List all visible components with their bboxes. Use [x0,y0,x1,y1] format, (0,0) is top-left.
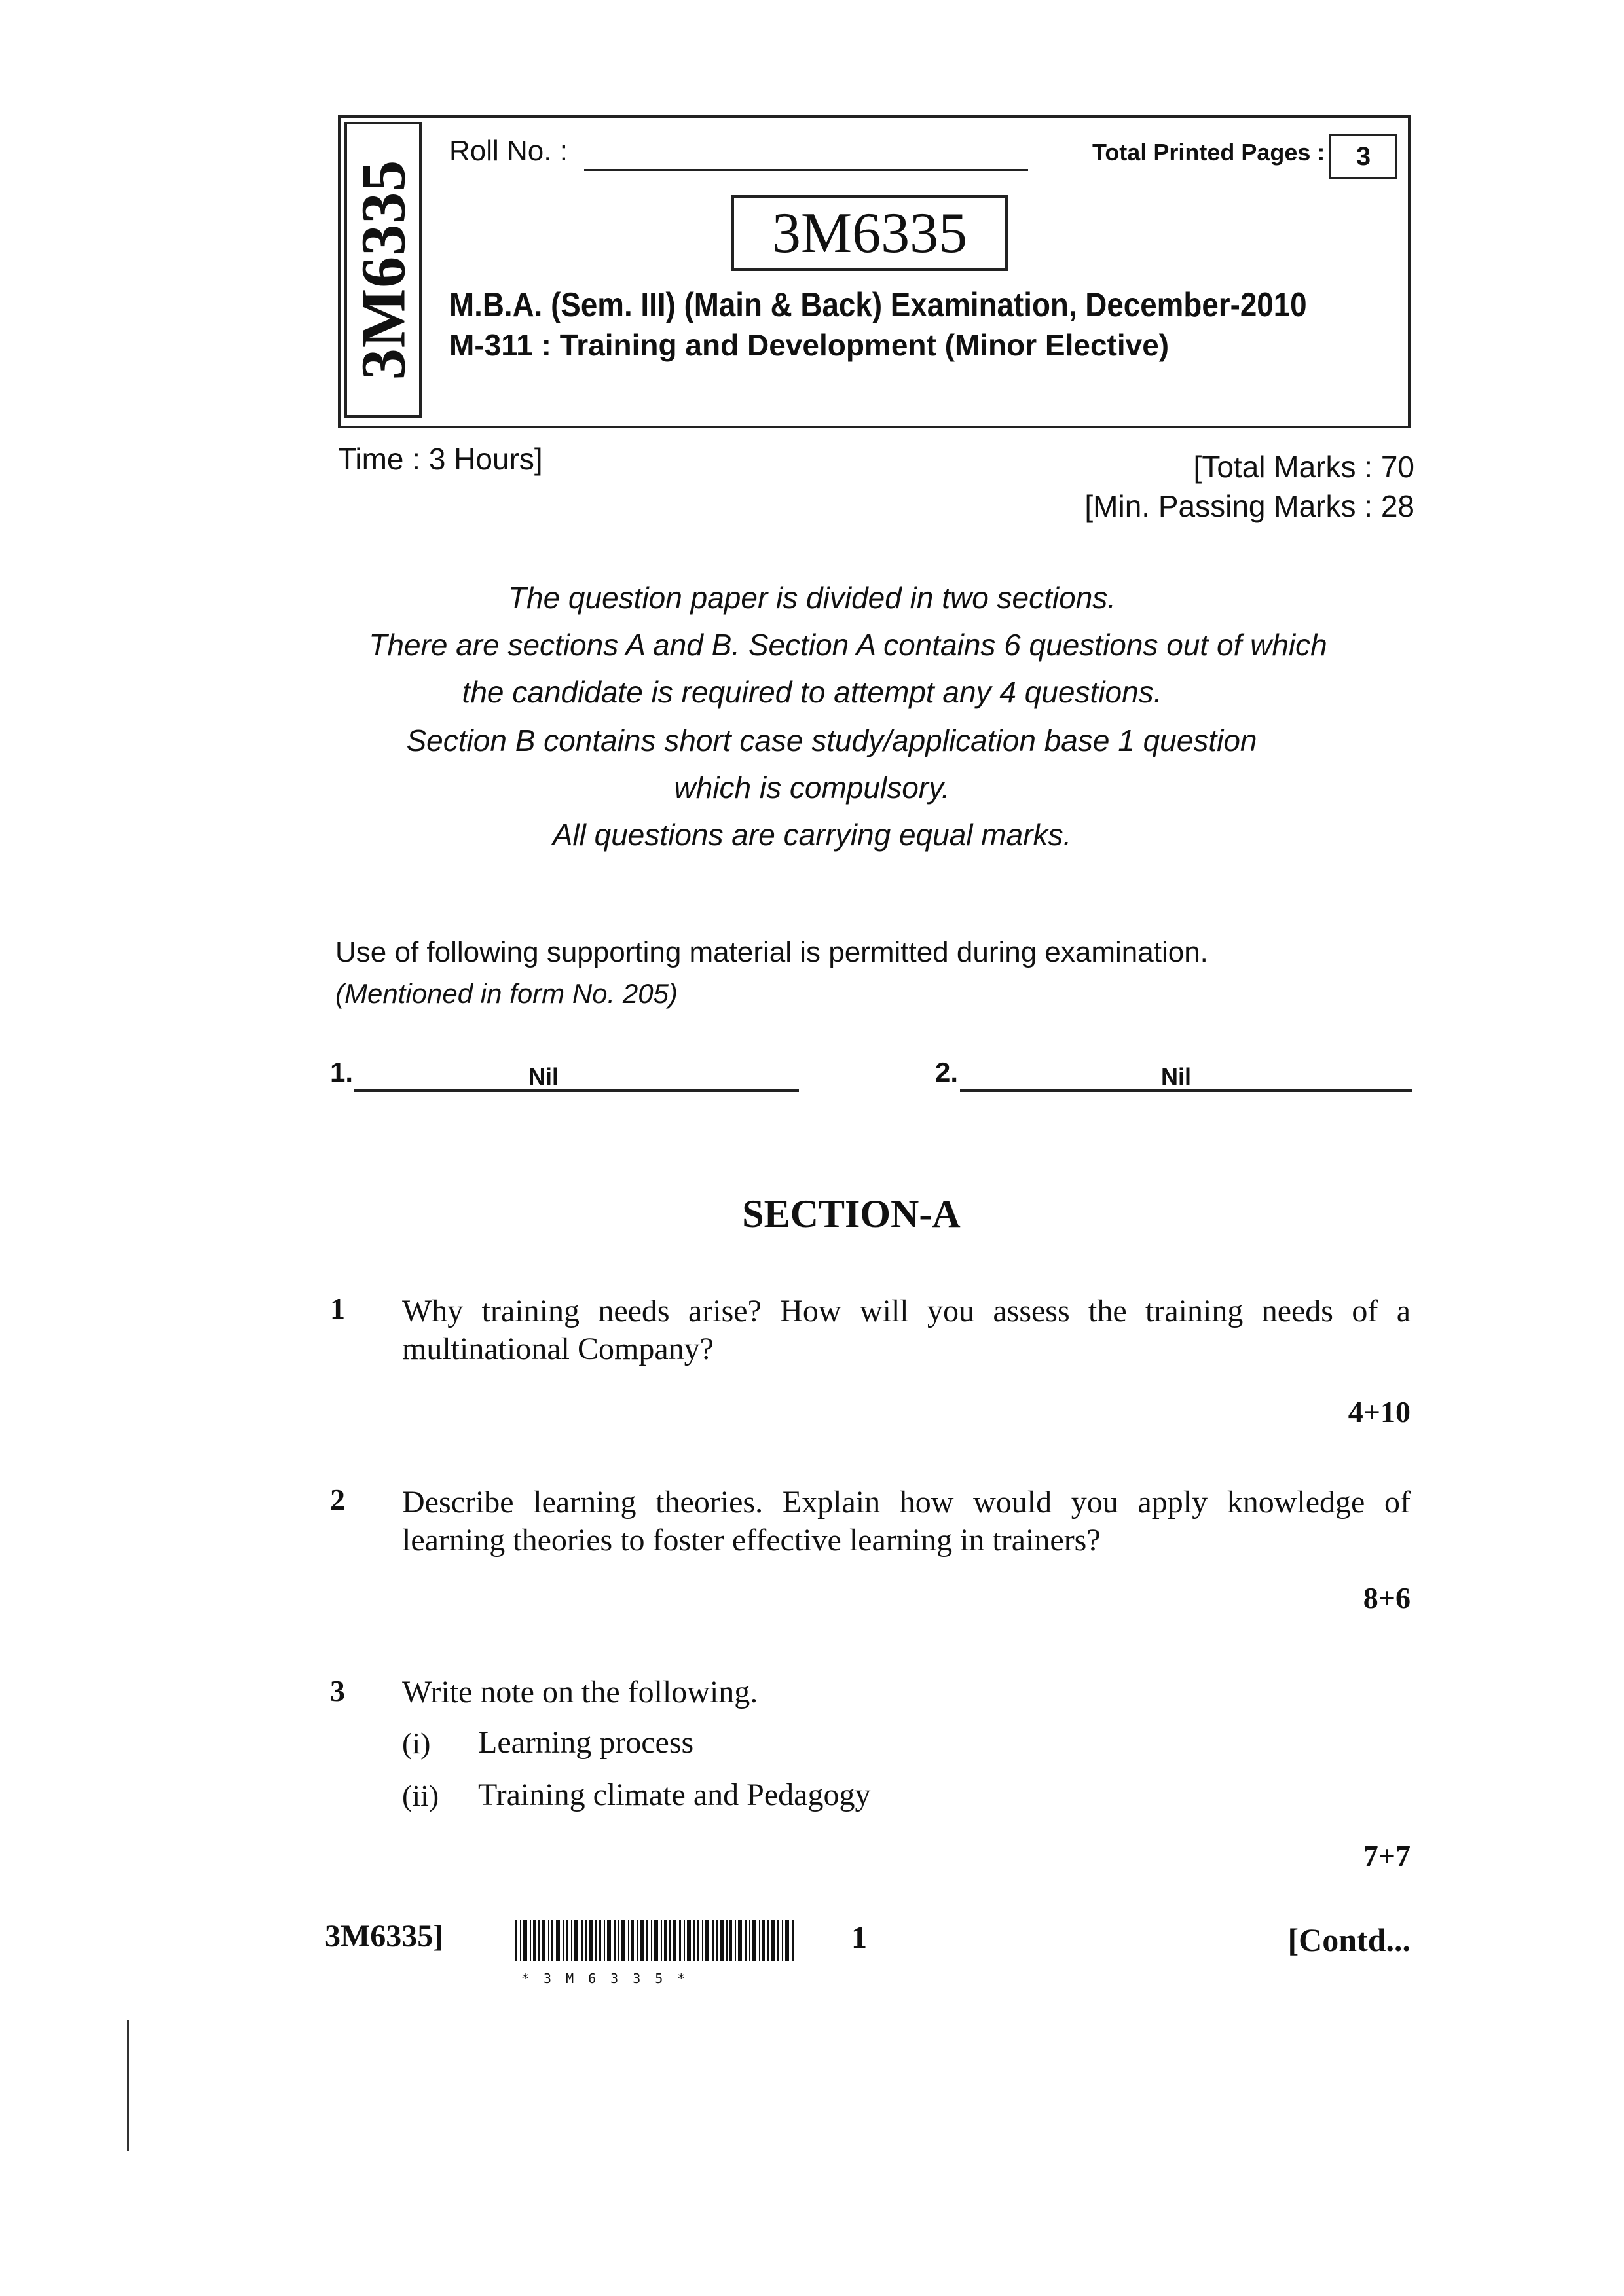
barcode-text: *3M6335* [521,1971,700,1986]
question-marks: 4+10 [1348,1395,1411,1429]
exam-title: M.B.A. (Sem. III) (Main & Back) Examination, December-2010 [449,286,1307,324]
material-item-number: 1. [330,1057,354,1087]
page-number: 1 [851,1920,867,1955]
question-text: Why training needs arise? How will you assess the training needs of a multinational Company? [402,1294,1411,1366]
total-pages-value: 3 [1329,134,1397,179]
barcode-icon [515,1920,796,1961]
roll-number-label: Roll No. : [449,135,568,167]
subpart-label: (ii) [402,1779,439,1812]
roll-number-line [584,169,1028,171]
question-marks: 8+6 [1363,1581,1411,1614]
instruction-line: Section B contains short case study/application base 1 question [406,723,1257,757]
subpart-text: Training climate and Pedagogy [478,1777,871,1812]
subpart-label: (i) [402,1726,431,1760]
subpart-text: Learning process [478,1725,694,1760]
exam-time: Time : 3 Hours] [338,442,543,476]
min-passing-marks: [Min. Passing Marks : 28 [1084,489,1414,523]
material-note: Use of following supporting material is permitted during examination. [335,936,1208,968]
question-text: Write note on the following. [402,1675,758,1709]
instruction-line: All questions are carrying equal marks. [552,818,1072,852]
margin-rule [127,2020,129,2151]
material-item-value: Nil [1160,1063,1191,1090]
question-marks: 7+7 [1363,1839,1411,1872]
question-number: 1 [330,1292,345,1325]
material-item-number: 2. [935,1057,959,1087]
section-title: SECTION-A [742,1192,961,1235]
material-form-note: (Mentioned in form No. 205) [335,978,678,1009]
question-text: Describe learning theories. Explain how would you apply knowledge of learning theories to foster effective learning in trainers? [402,1485,1411,1558]
continued-label: [Contd... [1287,1922,1411,1958]
side-paper-code: 3M6335 [348,159,418,380]
total-marks: [Total Marks : 70 [1193,450,1414,484]
instruction-line: the candidate is required to attempt any 4 questions. [462,675,1162,709]
instruction-line: There are sections A and B. Section A contains 6 questions out of which [369,628,1327,662]
paper-code: 3M6335 [731,195,1008,271]
instruction-line: The question paper is divided in two sections. [507,581,1116,615]
question-number: 3 [330,1674,345,1707]
instruction-line: which is compulsory. [674,771,950,805]
material-item-value: Nil [528,1063,559,1090]
question-number: 2 [330,1483,345,1516]
subject-title: M-311 : Training and Development (Minor Elective) [449,328,1170,362]
total-pages-label: Total Printed Pages : [1092,139,1325,166]
footer-paper-code: 3M6335] [325,1919,444,1954]
